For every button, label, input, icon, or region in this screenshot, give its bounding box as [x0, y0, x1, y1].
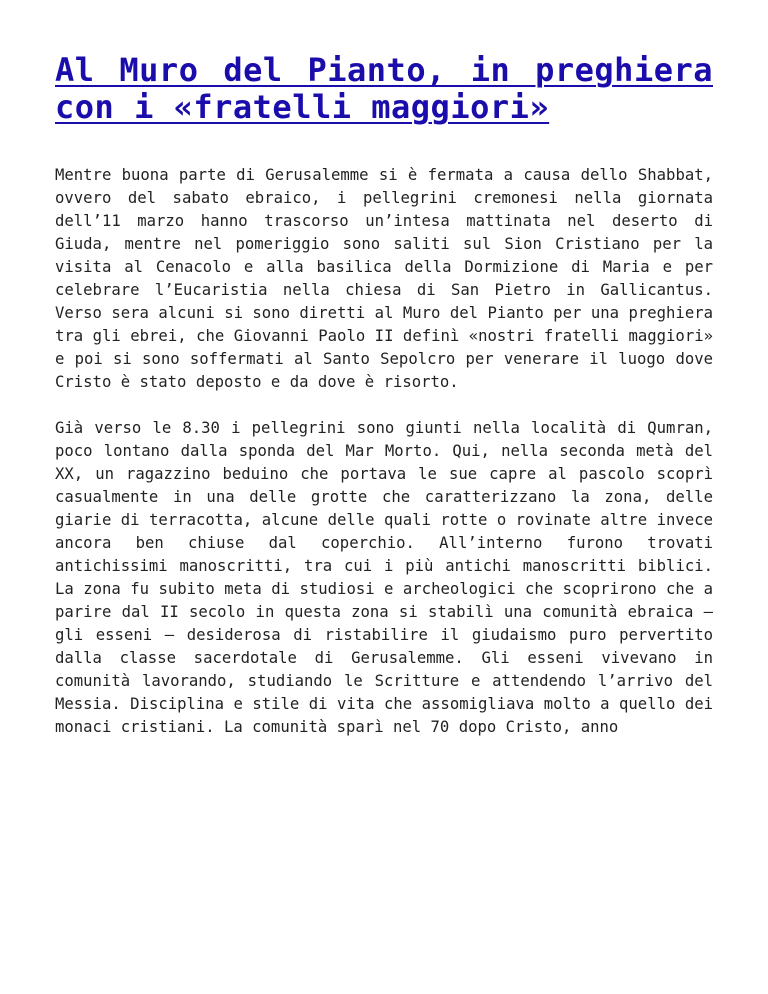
article [55, 52, 713, 762]
article-title-link[interactable]: Al Muro del Pianto, in preghiera con i «fratelli maggiori» [55, 51, 713, 126]
article-paragraph-1: Mentre buona parte di Gerusalemme si è fermata a causa dello Shabbat, ovvero del sabato ebraico, i pellegrini cremonesi nella giornata dell’11 marzo hanno trascorso un’intesa mattinata nel deserto di Giuda, mentre nel pomeriggio sono saliti sul Sion Cristiano per la visita al Cenacolo e alla basilica della Dormizione di Maria e per celebrare l’Eucaristia nella chiesa di San Pietro in Gallicantus. Verso sera alcuni si sono diretti al Muro del Pianto per una preghiera tra gli ebrei, che Giovanni Paolo II definì «nostri fratelli maggiori» e poi si sono soffermati al Santo Sepolcro per venerare il luogo dove Cristo è stato deposto e da dove è risorto. [55, 166, 713, 391]
article-title [55, 52, 713, 126]
article-paragraph-2: Già verso le 8.30 i pellegrini sono giunti nella località di Qumran, poco lontano dalla sponda del Mar Morto. Qui, nella seconda metà del XX, un ragazzino beduino che portava le sue capre al pascolo scoprì casualmente in una delle grotte che caratterizzano la zona, delle giarie di terracotta, alcune delle quali rotte o rovinate altre invece ancora ben chiuse dal coperchio. All’interno furono trovati antichissimi manoscritti, tra cui i più antichi manoscritti biblici. La zona fu subito meta di studiosi e archeologici che scoprirono che a parire dal II secolo in questa zona si stabilì una comunità ebraica – gli esseni – desiderosa di ristabilire il giudaismo puro pervertito dalla classe sacerdotale di Gerusalemme. Gli esseni vivevano in comunità lavorando, studiando le Scritture e attendendo l’arrivo del Messia. Disciplina e stile di vita che assomigliava molto a quello dei monaci cristiani. La comunità sparì nel 70 dopo Cristo, anno [55, 419, 713, 736]
